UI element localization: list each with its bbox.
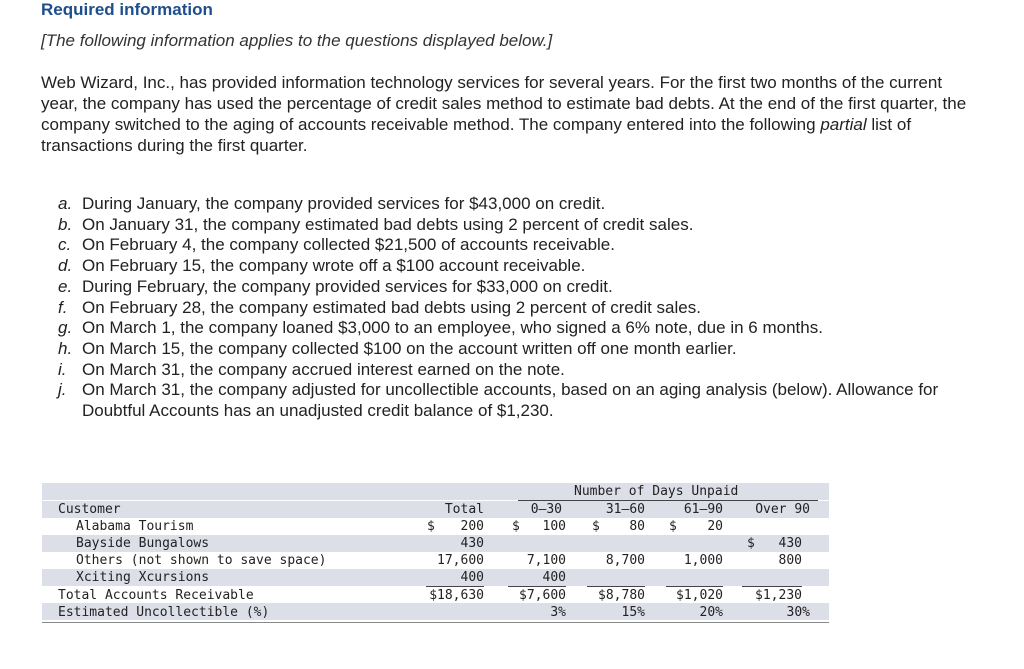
- list-letter: f.: [58, 297, 68, 317]
- dollar-sign: $: [427, 519, 435, 534]
- total-over-90: $1,230: [755, 588, 802, 603]
- cell-total: 430: [460, 536, 484, 551]
- list-item: [58, 194, 968, 215]
- list-item: [58, 380, 968, 421]
- list-text: On February 4, the company collected $21,500 of accounts receivable.: [82, 235, 615, 255]
- list-text: During February, the company provided services for $33,000 on credit.: [82, 276, 613, 296]
- list-item: [58, 298, 968, 319]
- cell-total: 200: [460, 519, 484, 534]
- list-item: [58, 360, 968, 381]
- header-over-90: Over 90: [755, 502, 810, 517]
- list-letter: g.: [58, 318, 73, 338]
- list-text: On January 31, the company estimated bad debts using 2 percent of credit sales.: [82, 214, 694, 234]
- table-bottom-rule: [42, 622, 829, 623]
- cell-over-90: 430: [778, 536, 802, 551]
- estimate-61-90: 20%: [699, 605, 723, 620]
- header-total: Total: [444, 502, 484, 517]
- problem-paragraph: [41, 72, 971, 156]
- cell-31-60: 8,700: [605, 553, 645, 568]
- header-31-60: 31–60: [605, 502, 645, 517]
- paragraph-text: Web Wizard, Inc., has provided information technology services for several years. For the first two months of the current year, the company has used the percentage of credit sales method to estimate bad debts. At the end of the first quarter, the company switched to the aging of accounts receivable method. The company entered into the following: [41, 73, 967, 134]
- cell-total: 400: [460, 570, 484, 585]
- list-letter: a.: [58, 194, 73, 213]
- cell-0-30: 100: [542, 519, 566, 534]
- list-text: On March 31, the company accrued interest earned on the note.: [82, 359, 565, 379]
- dollar-sign: $: [669, 519, 677, 534]
- page-heading: Required information: [41, 0, 213, 19]
- total-31-60: $8,780: [598, 588, 645, 603]
- estimate-label: Estimated Uncollectible (%): [58, 605, 270, 620]
- list-letter: b.: [58, 214, 73, 234]
- estimate-31-60: 15%: [621, 605, 645, 620]
- estimate-0-30: 3%: [550, 605, 566, 620]
- list-item: [58, 277, 968, 298]
- list-letter: h.: [58, 338, 73, 358]
- cell-over-90: 800: [778, 553, 802, 568]
- paragraph-emphasis: partial: [820, 115, 867, 134]
- list-item: [58, 235, 968, 256]
- list-text: On March 15, the company collected $100 on the account written off one month earlier.: [82, 338, 737, 358]
- dollar-sign: $: [512, 519, 520, 534]
- header-customer: Customer: [58, 502, 121, 517]
- total-0-30: $7,600: [519, 588, 566, 603]
- dollar-sign: $: [747, 536, 755, 551]
- list-text: On March 1, the company loaned $3,000 to an employee, who signed a 6% note, due in 6 months.: [82, 318, 823, 338]
- list-item: [58, 256, 968, 277]
- total-61-90: $1,020: [676, 588, 723, 603]
- paragraph-text-end: list of transactions during the first quarter.: [41, 115, 912, 155]
- list-text: On February 28, the company estimated bad debts using 2 percent of credit sales.: [82, 297, 701, 317]
- group-header: Number of Days Unpaid: [574, 484, 739, 499]
- cell-0-30: 400: [542, 570, 566, 585]
- header-61-90: 61–90: [683, 502, 723, 517]
- cell-total: 17,600: [437, 553, 484, 568]
- cell-0-30: 7,100: [526, 553, 566, 568]
- list-text: During January, the company provided services for $43,000 on credit.: [82, 194, 606, 213]
- list-item: [58, 215, 968, 236]
- cell-61-90: 20: [707, 519, 723, 534]
- list-item: [58, 339, 968, 360]
- header-0-30: 0–30: [530, 502, 562, 517]
- total-cell: $18,630: [429, 588, 484, 603]
- list-letter: i.: [58, 359, 67, 379]
- list-text: On February 15, the company wrote off a $100 account receivable.: [82, 256, 586, 276]
- list-letter: d.: [58, 256, 73, 276]
- transaction-list: [58, 194, 968, 422]
- cell-61-90: 1,000: [683, 553, 723, 568]
- dollar-sign: $: [592, 519, 600, 534]
- list-item: [58, 318, 968, 339]
- list-letter: e.: [58, 276, 73, 296]
- intro-note: [The following information applies to the questions displayed below.]: [41, 31, 553, 50]
- estimate-over-90: 30%: [786, 605, 810, 620]
- list-letter: c.: [58, 235, 72, 255]
- total-label: Total Accounts Receivable: [58, 588, 254, 603]
- list-text: On March 31, the company adjusted for uncollectible accounts, based on an aging analysis (below). Allowance for Doubtful Accounts has an unadjusted credit balance of $1,230.: [82, 380, 939, 421]
- row-customer: Others (not shown to save space): [76, 553, 327, 568]
- row-customer: Bayside Bungalows: [76, 536, 210, 551]
- aging-table: [42, 483, 829, 631]
- row-customer: Xciting Xcursions: [76, 570, 210, 585]
- list-letter: j.: [58, 380, 67, 400]
- row-customer: Alabama Tourism: [76, 519, 194, 534]
- cell-31-60: 80: [629, 519, 645, 534]
